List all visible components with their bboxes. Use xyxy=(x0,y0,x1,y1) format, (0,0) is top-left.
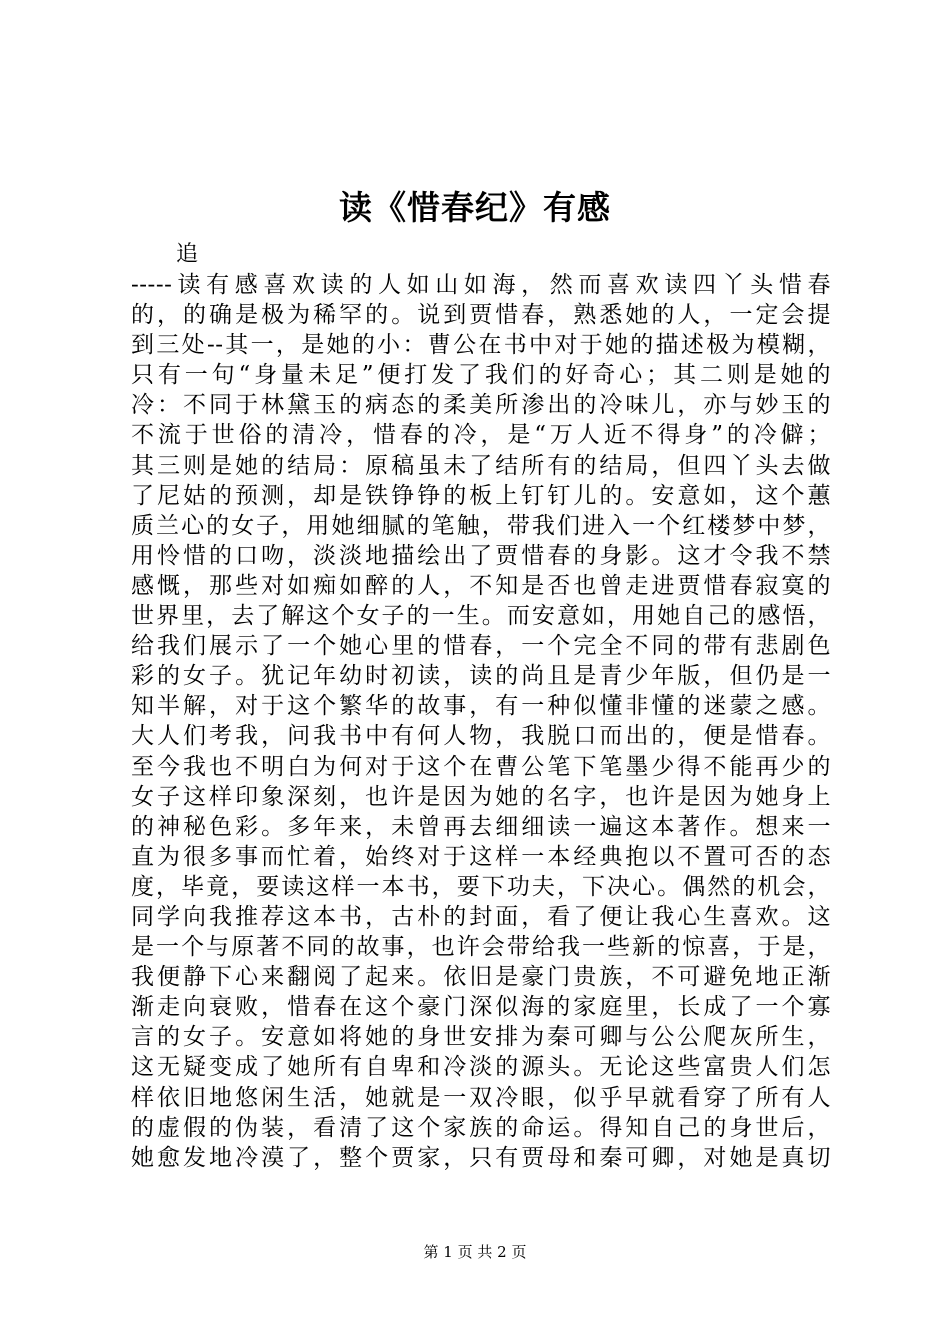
body-text-line: 质兰心的女子，用她细腻的笔触，带我们进入一个红楼梦中梦， xyxy=(131,512,831,539)
body-text-line: 言的女子。安意如将她的身世安排为秦可卿与公公爬灰所生， xyxy=(131,1024,831,1051)
body-text-line: 的，的确是极为稀罕的。说到贾惜春，熟悉她的人，一定会提 xyxy=(131,302,831,329)
document-title: 读《惜春纪》有感 xyxy=(339,188,611,227)
body-text-line: 到三处--其一，是她的小：曹公在书中对于她的描述极为模糊， xyxy=(131,332,831,359)
body-text-line: 直为很多事而忙着，始终对于这样一本经典抱以不置可否的态 xyxy=(131,843,831,870)
body-text-line: 渐走向衰败，惜春在这个豪门深似海的家庭里，长成了一个寡 xyxy=(131,994,831,1021)
body-text-line: 给我们展示了一个她心里的惜春，一个完全不同的带有悲剧色 xyxy=(131,633,831,660)
body-text-line: 大人们考我，问我书中有何人物，我脱口而出的，便是惜春。 xyxy=(131,723,831,750)
body-text-line: 不流于世俗的清冷，惜春的冷，是“万人近不得身”的冷僻； xyxy=(131,422,831,449)
page-footer: 第 1 页 共 2 页 xyxy=(423,1243,527,1261)
document-body xyxy=(131,270,831,1173)
body-text-line: -----读有感喜欢读的人如山如海，然而喜欢读四丫头惜春 xyxy=(131,272,831,298)
body-text-line: 其三则是她的结局：原稿虽未了结所有的结局，但四丫头去做 xyxy=(131,452,831,479)
body-text-line: 她愈发地冷漠了，整个贾家，只有贾母和秦可卿，对她是真切 xyxy=(131,1144,831,1171)
body-text-line: 世界里，去了解这个女子的一生。而安意如，用她自己的感悟， xyxy=(131,603,831,630)
body-text-line: 这无疑变成了她所有自卑和冷淡的源头。无论这些富贵人们怎 xyxy=(131,1054,831,1081)
body-text-line: 度，毕竟，要读这样一本书，要下功夫，下决心。偶然的机会， xyxy=(131,873,831,900)
body-text-line: 至今我也不明白为何对于这个在曹公笔下笔墨少得不能再少的 xyxy=(131,753,831,780)
body-text-line: 同学向我推荐这本书，古朴的封面，看了便让我心生喜欢。这 xyxy=(131,903,831,930)
body-text-line: 冷：不同于林黛玉的病态的柔美所渗出的冷味儿，亦与妙玉的 xyxy=(131,392,831,419)
body-text-line: 知半解，对于这个繁华的故事，有一种似懂非懂的迷蒙之感。 xyxy=(131,693,831,720)
body-text-line: 的神秘色彩。多年来，未曾再去细细读一遍这本著作。想来一 xyxy=(131,813,831,840)
body-text-line: 的虚假的伪装，看清了这个家族的命运。得知自己的身世后， xyxy=(131,1114,831,1141)
body-text-line: 是一个与原著不同的故事，也许会带给我一些新的惊喜，于是， xyxy=(131,934,831,961)
body-text-line: 彩的女子。犹记年幼时初读，读的尚且是青少年版，但仍是一 xyxy=(131,663,831,690)
body-text-line: 我便静下心来翻阅了起来。依旧是豪门贵族，不可避免地正渐 xyxy=(131,964,831,991)
body-text-line: 只有一句“身量未足”便打发了我们的好奇心；其二则是她的 xyxy=(131,362,831,389)
body-text-line: 样依旧地悠闲生活，她就是一双冷眼，似乎早就看穿了所有人 xyxy=(131,1084,831,1111)
body-text-line: 感慨，那些对如痴如醉的人，不知是否也曾走进贾惜春寂寞的 xyxy=(131,572,831,599)
body-text-line: 女子这样印象深刻，也许是因为她的名字，也许是因为她身上 xyxy=(131,783,831,810)
body-text-line: 用怜惜的口吻，淡淡地描绘出了贾惜春的身影。这才令我不禁 xyxy=(131,542,831,569)
body-text-line: 了尼姑的预测，却是铁铮铮的板上钉钉儿的。安意如，这个蕙 xyxy=(131,482,831,509)
author-line: 追 xyxy=(176,242,199,267)
